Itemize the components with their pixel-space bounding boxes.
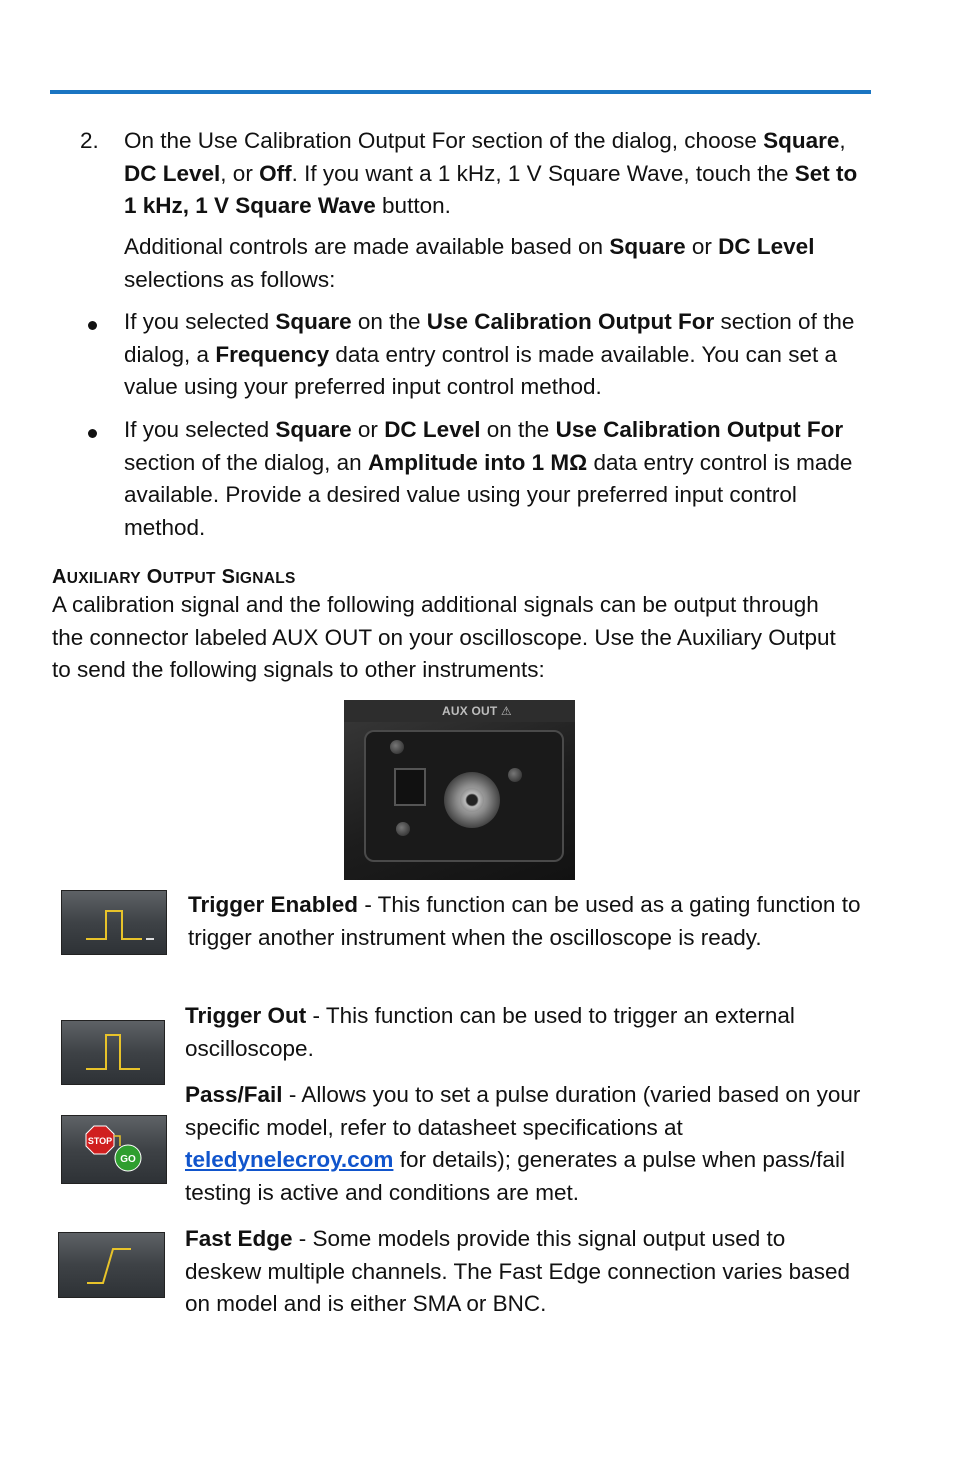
screw-icon [508, 768, 522, 782]
intro-paragraph: A calibration signal and the following additional signals can be output through the connector labeled AUX OUT on your oscilloscope. Use the Auxiliary Output to send the following signals to other instruments: [52, 592, 836, 682]
header-rule [50, 90, 871, 94]
aux-out-photo [344, 700, 575, 880]
bullet-item-square-dc: If you selected Square or DC Level on the Use Calibration Output For section of the dialog, an Amplitude into 1 MΩ data entry control is made available. Provide a desired value using your preferred input control method. [124, 417, 853, 540]
datasheet-link[interactable]: teledynelecroy.com [185, 1147, 394, 1172]
screw-icon [390, 740, 404, 754]
svg-text:GO: GO [120, 1154, 136, 1165]
pulse-icon [62, 891, 166, 954]
screw-icon [396, 822, 410, 836]
signal-fast-edge: Fast Edge - Some models provide this signal output used to deskew multiple channels. The Fast Edge connection varies based on model and is either SMA or BNC. [185, 1226, 850, 1316]
svg-text:STOP: STOP [87, 1136, 113, 1146]
signal-trigger-enabled: Trigger Enabled - This function can be used as a gating function to trigger another instrument when the oscilloscope is ready. [188, 892, 861, 950]
bullet-dot [88, 429, 97, 438]
trigger-out-icon [61, 1020, 165, 1085]
bnc-center-pin [460, 788, 484, 812]
aux-out-label: AUX OUT ⚠ [442, 704, 512, 718]
step-2 [80, 125, 870, 223]
trigger-enabled-icon [61, 890, 167, 955]
section-heading: AUXILIARY OUTPUT SIGNALS [52, 566, 296, 588]
pin-socket [394, 768, 426, 806]
step-number: 2. [80, 128, 99, 153]
stop-go-icon [62, 1116, 166, 1183]
bullet-dot [88, 321, 97, 330]
step-2-text: On the Use Calibration Output For section of the dialog, choose Square, DC Level, or Off. If you want a 1 kHz, 1 V Square Wave, touch the Set to 1 kHz, 1 V Square Wave button. [124, 128, 858, 218]
bullet-item-square: If you selected Square on the Use Calibration Output For section of the dialog, a Frequency data entry control is made available. You can set a value using your preferred input control method. [124, 309, 855, 399]
additional-paragraph: Additional controls are made available based on Square or DC Level selections as follows: [124, 234, 815, 292]
pulse-icon [62, 1021, 164, 1084]
signal-trigger-out: Trigger Out - This function can be used to trigger an external oscilloscope. [185, 1003, 795, 1061]
pass-fail-icon [61, 1115, 167, 1184]
fast-edge-icon [58, 1232, 165, 1298]
signal-pass-fail: Pass/Fail - Allows you to set a pulse duration (varied based on your specific model, refer to datasheet specifications at teledynelecroy.com for details); generates a pulse when pass/fail testing is active and conditions are met. [185, 1082, 861, 1205]
fast-edge-icon-graphic [59, 1233, 164, 1297]
